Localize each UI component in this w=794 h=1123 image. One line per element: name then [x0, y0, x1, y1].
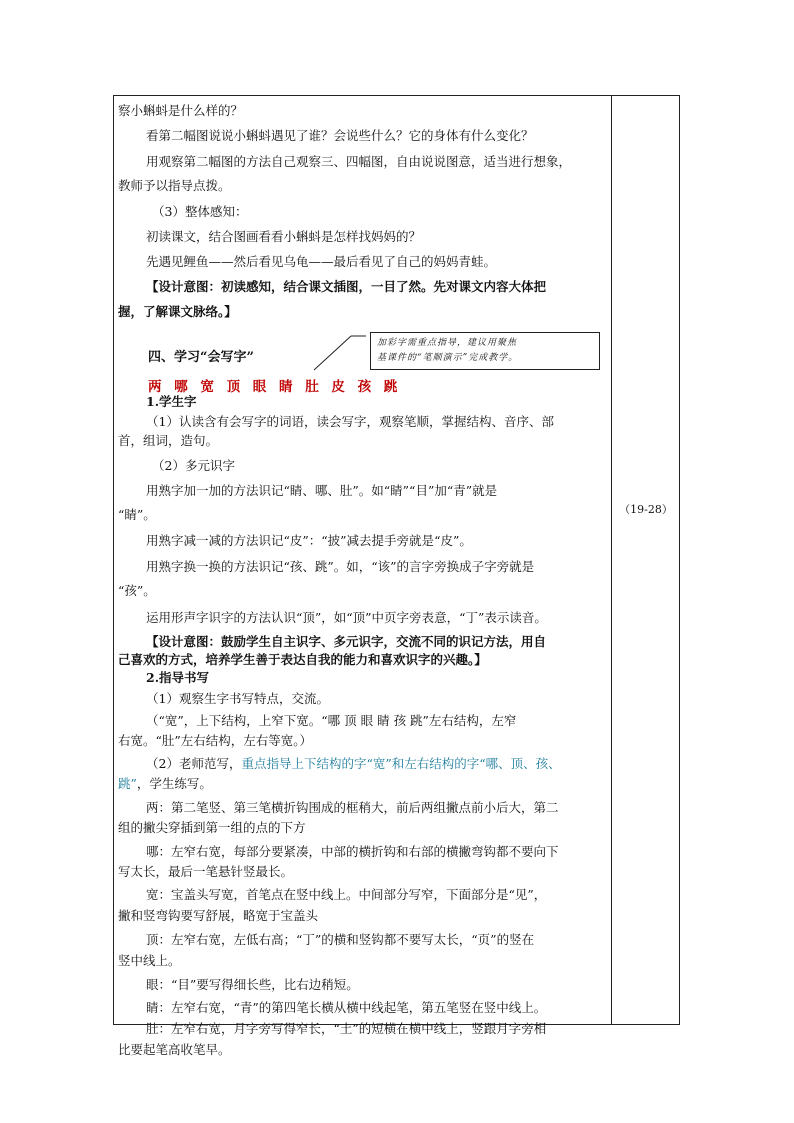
- text-line: 察小蝌蚪是什么样的？: [118, 103, 244, 118]
- time-range: （19-28）: [619, 503, 673, 516]
- text-line: 用熟字减一减的方法识记“皮”：“披”减去提手旁就是“皮”。: [146, 533, 472, 548]
- subheading: 2.指导书写: [146, 670, 210, 685]
- text-line: “孩”。: [118, 583, 156, 598]
- text-line: 首，组词，造句。: [118, 433, 219, 448]
- text-line: （2）多元识字: [152, 458, 235, 473]
- text-line: （“宽”，上下结构，上窄下宽。“哪 顶 眼 睛 孩 跳”左右结构，左窄: [146, 713, 517, 728]
- text-line: [118, 753, 634, 775]
- text-line: 眼：“目”要写得细长些，比右边稍短。: [146, 977, 359, 992]
- text-line: 比要起笔高收笔早。: [118, 1042, 231, 1057]
- text-line: 用观察第二幅图的方法自己观察三、四幅图，自由说说图意，适当进行想象，: [146, 154, 572, 169]
- design-intent: 握，了解课文脉络。】: [118, 304, 237, 319]
- lesson-table: [113, 95, 680, 1057]
- text-line: （3）整体感知：: [152, 204, 248, 219]
- text-line: （1）观察生字书写特点，交流。: [146, 691, 329, 706]
- text-line: 两：第二笔竖、第三笔横折钩围成的框稍大，前后两组撇点前小后大，第二: [146, 800, 559, 815]
- text-line: 撇和竖弯钩要写舒展，略宽于宝盖头: [118, 908, 319, 923]
- text-segment: （2）老师范写，: [146, 756, 242, 771]
- text-line: 看第二幅图说说小蝌蚪遇见了谁？会说些什么？它的身体有什么变化？: [146, 128, 534, 143]
- text-line: 右宽。“肚”左右结构，左右等宽。）: [118, 733, 313, 748]
- highlight-text: 跳”: [118, 776, 137, 791]
- subheading: 1.学生字: [146, 394, 197, 409]
- text-line: 哪：左窄右宽，每部分要紧凑，中部的横折钩和右部的横撇弯钩都不要向下: [146, 844, 559, 859]
- design-intent: 【设计意图：鼓励学生自主识字、多元识字，交流不同的识记方法，用自: [146, 634, 547, 649]
- callout-line-2: 基课件的“笔顺演示”完成教学。: [377, 353, 519, 363]
- text-line: 用熟字换一换的方法识记“孩、跳”。如，“该”的言字旁换成子字旁就是: [146, 559, 535, 574]
- text-line: 写太长，最后一笔悬针竖最长。: [118, 864, 294, 879]
- text-line: （1）认读含有会写字的词语，读会写字，观察笔顺，掌握结构、音序、部: [146, 414, 554, 429]
- text-line: [118, 773, 606, 795]
- section-heading: 四、学习“会写字”: [148, 350, 254, 365]
- text-line: 组的撇尖穿插到第一组的点的下方: [118, 820, 306, 835]
- design-intent: 【设计意图：初读感知，结合课文插图，一目了然。先对课文内容大体把: [146, 279, 547, 294]
- text-line: 先遇见鲤鱼——然后看见乌龟——最后看见了自己的妈妈青蛙。: [146, 254, 497, 269]
- text-line: 顶：左窄右宽，左低右高；“丁”的横和竖钩都不要写太长，“页”的竖在: [146, 932, 535, 947]
- text-line: 肚：左窄右宽，月字旁写得窄长，“土”的短横在横中线上，竖跟月字旁相: [146, 1021, 547, 1036]
- text-line: 用熟字加一加的方法识记“睛、哪、肚”。如“睛”“目”加“青”就是: [146, 483, 498, 498]
- text-line: 睛：左窄右宽，“青”的第四笔长横从横中线起笔，第五笔竖在竖中线上。: [146, 1000, 547, 1015]
- text-line: 宽：宝盖头写宽，首笔点在竖中线上。中间部分写窄，下面部分是“见”，: [146, 887, 547, 902]
- key-characters: 两 哪 宽 顶 眼 睛 肚 皮 孩 跳: [148, 379, 402, 395]
- text-line: “睛”。: [118, 507, 156, 522]
- design-intent: 己喜欢的方式，培养学生善于表达自我的能力和喜欢识字的兴趣。】: [118, 652, 487, 667]
- highlight-text: 重点指导上下结构的字“宽”和左右结构的字“哪、顶、孩、: [241, 756, 561, 771]
- text-line: 教师予以指导点拨。: [118, 178, 231, 193]
- callout-line-1: 加彩字需重点指导，建议用聚焦: [377, 338, 518, 348]
- text-line: 初读课文，结合图画看看小蝌蚪是怎样找妈妈的？: [146, 229, 422, 244]
- text-line: 竖中线上。: [118, 953, 181, 968]
- text-segment: ，学生练写。: [136, 776, 212, 791]
- callout-note: [370, 332, 600, 370]
- text-line: 运用形声字识字的方法认识“顶”，如“顶”中页字旁表意，“丁”表示读音。: [146, 610, 547, 625]
